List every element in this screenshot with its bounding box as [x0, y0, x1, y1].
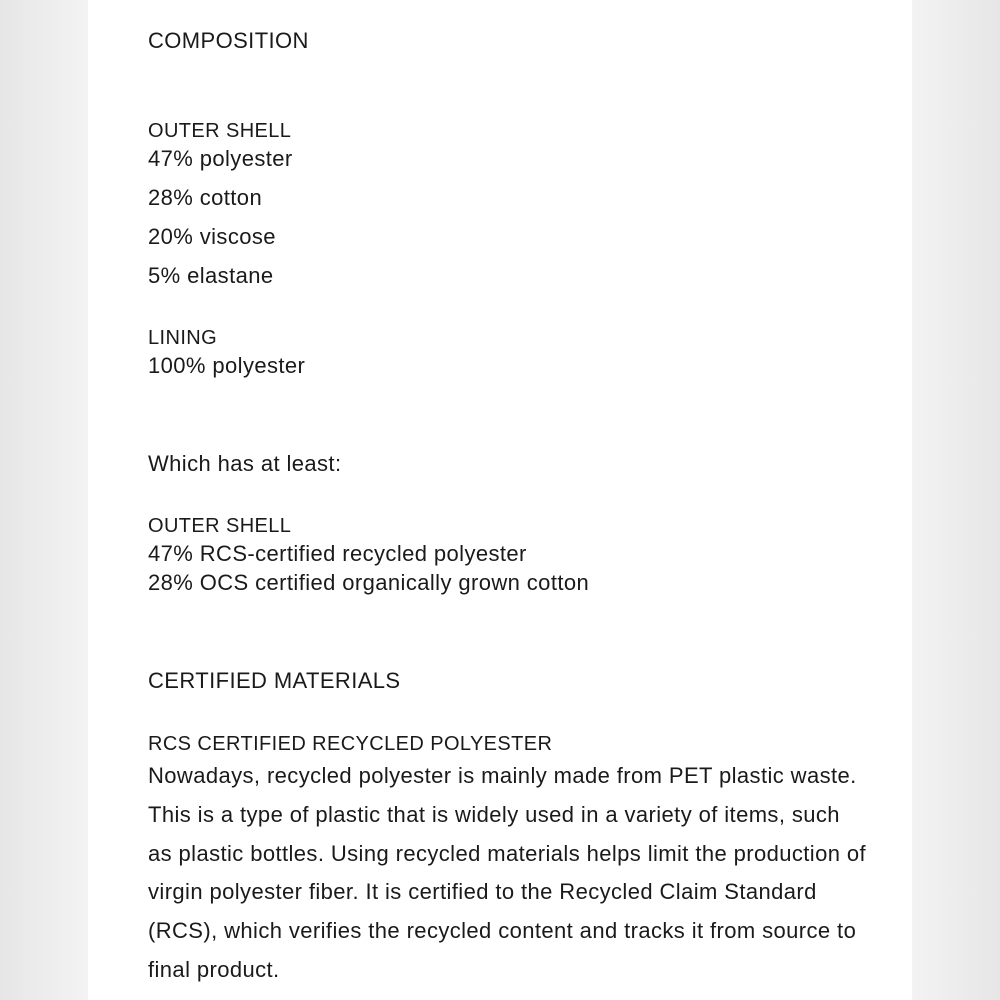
- page-background-right: [912, 0, 1000, 1000]
- composition-sheet: [88, 0, 912, 1000]
- outer-shell-item: 28% cotton: [148, 185, 263, 210]
- rcs-description: Nowadays, recycled polyester is mainly made from PET plastic waste. This is a type of plastic that is widely used in a variety of items, such as plastic bottles. Using recycled materials helps limit the production of virgin polyester fiber. It is certified to the Recycled Claim Standard (RCS), which verifies the recycled content and tracks it from source to final product.: [148, 763, 867, 982]
- lining-label: LINING: [148, 327, 218, 349]
- minimum-outer-shell-item: 47% RCS-certified recycled polyester: [148, 541, 527, 566]
- composition-title: COMPOSITION: [148, 28, 309, 53]
- outer-shell-item: 47% polyester: [148, 146, 293, 171]
- lining-item: 100% polyester: [148, 353, 306, 378]
- minimum-outer-shell-label: OUTER SHELL: [148, 515, 292, 537]
- minimum-outer-shell-item: 28% OCS certified organically grown cotton: [148, 570, 590, 595]
- rcs-heading: RCS CERTIFIED RECYCLED POLYESTER: [148, 733, 553, 755]
- page-background-left: [0, 0, 88, 1000]
- outer-shell-item: 20% viscose: [148, 224, 276, 249]
- minimum-intro: Which has at least:: [148, 451, 342, 476]
- outer-shell-label: OUTER SHELL: [148, 120, 292, 142]
- certified-materials-title: CERTIFIED MATERIALS: [148, 668, 401, 693]
- outer-shell-item: 5% elastane: [148, 263, 274, 288]
